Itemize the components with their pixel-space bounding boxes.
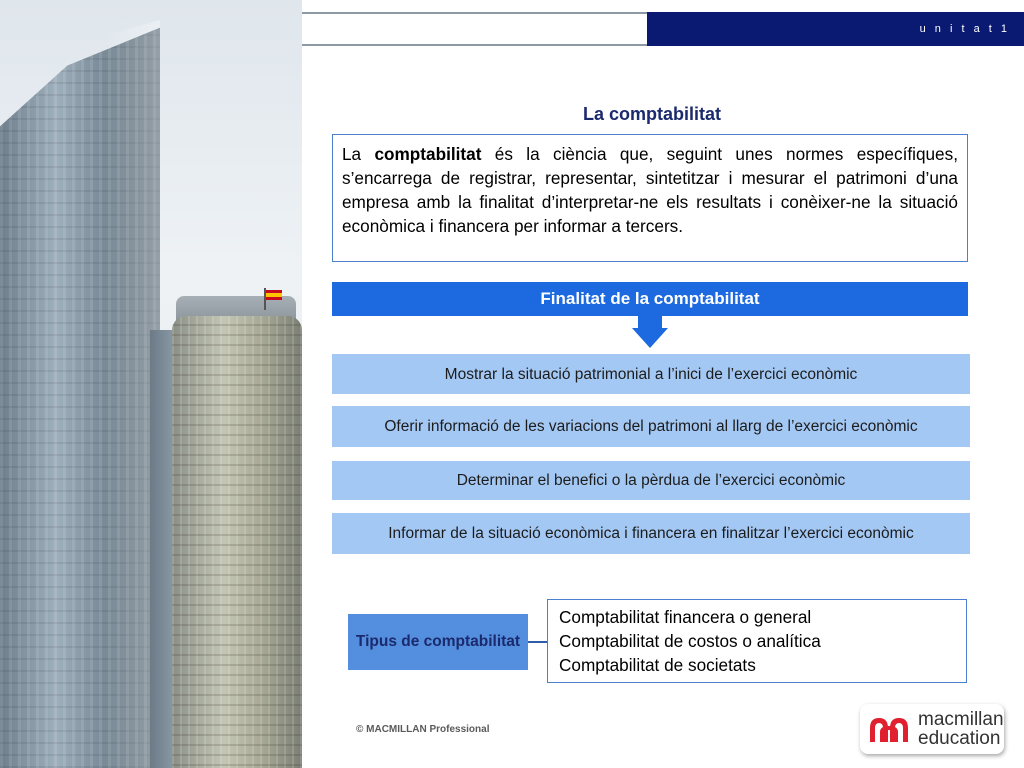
flag-icon xyxy=(266,290,282,300)
unit-header-bar xyxy=(647,12,1024,46)
slide-title: La comptabilitat xyxy=(582,104,721,124)
unit-label: u n i t a t 1 xyxy=(919,23,1010,35)
finalitat-item: Informar de la situació econòmica i financera en finalitzar l’exercici econòmic xyxy=(332,513,970,554)
macmillan-logo xyxy=(860,704,1004,754)
down-arrow-head-icon xyxy=(632,328,668,348)
definition-text: és la ciència que, seguint unes normes específiques, s’encarrega de registrar, representar, sintetitzar i mesurar el patrimoni d’una empresa amb la finalitat d’interpretar-ne els resultats i conèixer-ne la situació econòmica i financera per informar a tercers. xyxy=(342,144,958,236)
tipus-label-box xyxy=(348,614,528,670)
tipus-list-box xyxy=(547,599,967,683)
header-line-bottom xyxy=(302,44,647,46)
logo-line2: education xyxy=(918,728,1001,749)
finalitat-item: Determinar el benefici o la pèrdua de l’exercici econòmic xyxy=(332,461,970,500)
tipus-item: Comptabilitat financera o general xyxy=(559,607,812,627)
finalitat-item: Mostrar la situació patrimonial a l’inici de l’exercici econòmic xyxy=(332,354,970,394)
definition-box xyxy=(332,134,968,262)
definition-keyword: comptabilitat xyxy=(374,144,482,164)
building-photo xyxy=(0,0,302,768)
tipus-item: Comptabilitat de costos o analítica xyxy=(559,631,821,651)
round-tower xyxy=(172,316,302,768)
macmillan-mark-icon xyxy=(870,716,910,742)
logo-line1: macmillan xyxy=(918,709,1004,730)
finalitat-heading: Finalitat de la comptabilitat xyxy=(332,282,968,316)
copyright-text: © MACMILLAN Professional xyxy=(356,724,490,735)
tipus-label: Tipus de comptabilitat xyxy=(355,633,521,650)
finalitat-item: Oferir informació de les variacions del patrimoni al llarg de l’exercici econòmic xyxy=(332,406,970,447)
connector-line xyxy=(528,641,547,643)
header-line-top xyxy=(302,12,647,14)
definition-prefix: La xyxy=(342,144,375,164)
tipus-item: Comptabilitat de societats xyxy=(559,655,756,675)
